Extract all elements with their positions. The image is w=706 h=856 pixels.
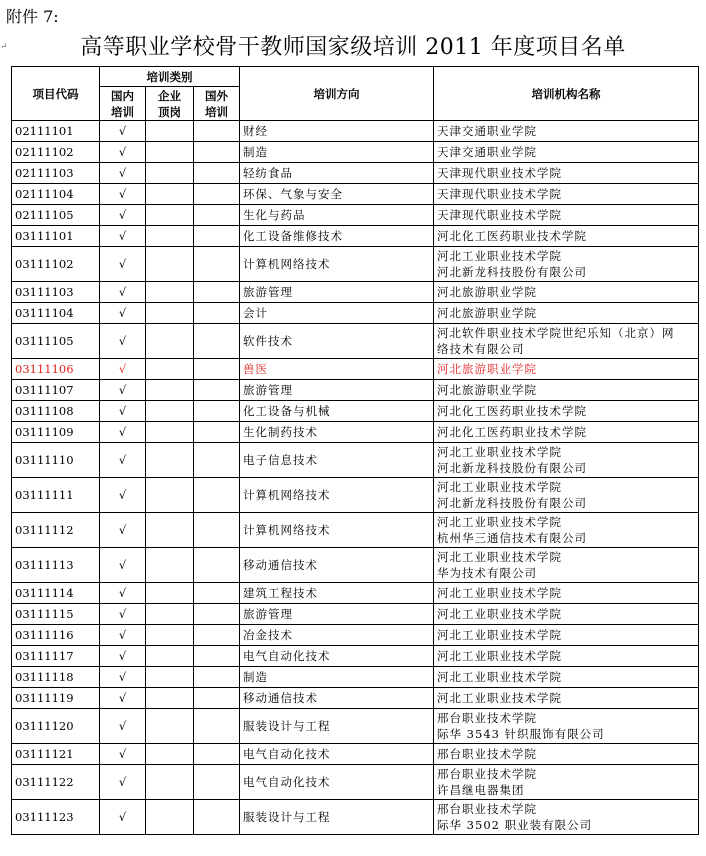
direction-cell: 旅游管理 bbox=[240, 604, 434, 625]
abroad-cell bbox=[194, 380, 240, 401]
institution-cell bbox=[434, 142, 699, 163]
direction-cell: 制造 bbox=[240, 667, 434, 688]
abroad-cell bbox=[194, 303, 240, 324]
project-code-cell: 03111122 bbox=[12, 765, 100, 800]
institution-line: 河北化工医药职业技术学院 bbox=[437, 404, 588, 418]
project-code-cell: 02111104 bbox=[12, 184, 100, 205]
project-code-cell: 03111107 bbox=[12, 380, 100, 401]
institution-line: 河北新龙科技股份有限公司 bbox=[437, 461, 588, 475]
project-code-cell: 03111104 bbox=[12, 303, 100, 324]
institution-line: 河北工业职业技术学院 bbox=[437, 480, 563, 494]
institution-cell bbox=[434, 443, 699, 478]
enterprise-cell bbox=[146, 800, 194, 835]
enterprise-cell bbox=[146, 303, 194, 324]
institution-line: 许昌继电器集团 bbox=[437, 783, 525, 797]
enterprise-cell bbox=[146, 324, 194, 359]
institution-cell bbox=[434, 548, 699, 583]
domestic-check-cell: √ bbox=[100, 303, 146, 324]
abroad-cell bbox=[194, 800, 240, 835]
domestic-check-cell: √ bbox=[100, 359, 146, 380]
table-row bbox=[12, 604, 699, 625]
institution-line: 河北旅游职业学院 bbox=[437, 306, 538, 320]
table-row bbox=[12, 184, 699, 205]
institution-line: 邢台职业技术学院 bbox=[437, 747, 538, 761]
enterprise-cell bbox=[146, 765, 194, 800]
direction-cell: 电气自动化技术 bbox=[240, 765, 434, 800]
project-code-cell: 02111102 bbox=[12, 142, 100, 163]
enterprise-cell bbox=[146, 380, 194, 401]
table-row bbox=[12, 688, 699, 709]
direction-cell: 兽医 bbox=[240, 359, 434, 380]
institution-line: 天津交通职业学院 bbox=[437, 145, 538, 159]
direction-cell: 电子信息技术 bbox=[240, 443, 434, 478]
institution-cell bbox=[434, 604, 699, 625]
project-code-cell: 03111105 bbox=[12, 324, 100, 359]
header-category: 培训类别 bbox=[100, 67, 240, 87]
abroad-cell bbox=[194, 744, 240, 765]
abroad-cell bbox=[194, 142, 240, 163]
domestic-check-cell: √ bbox=[100, 583, 146, 604]
project-code-cell: 03111121 bbox=[12, 744, 100, 765]
table-row bbox=[12, 226, 699, 247]
domestic-check-cell: √ bbox=[100, 667, 146, 688]
institution-cell bbox=[434, 478, 699, 513]
project-code-cell: 03111119 bbox=[12, 688, 100, 709]
institution-line: 际华 3502 职业装有限公司 bbox=[437, 818, 593, 832]
institution-line: 河北化工医药职业技术学院 bbox=[437, 425, 588, 439]
enterprise-cell bbox=[146, 744, 194, 765]
project-code-cell: 03111118 bbox=[12, 667, 100, 688]
abroad-cell bbox=[194, 548, 240, 583]
institution-cell bbox=[434, 800, 699, 835]
enterprise-cell bbox=[146, 583, 194, 604]
domestic-check-cell: √ bbox=[100, 205, 146, 226]
table-row bbox=[12, 121, 699, 142]
enterprise-cell bbox=[146, 142, 194, 163]
institution-line: 络技术有限公司 bbox=[437, 342, 525, 356]
project-code-cell: 03111120 bbox=[12, 709, 100, 744]
direction-cell: 财经 bbox=[240, 121, 434, 142]
direction-cell: 建筑工程技术 bbox=[240, 583, 434, 604]
domestic-check-cell: √ bbox=[100, 765, 146, 800]
enterprise-cell bbox=[146, 163, 194, 184]
enterprise-cell bbox=[146, 247, 194, 282]
domestic-check-cell: √ bbox=[100, 443, 146, 478]
project-code-cell: 03111117 bbox=[12, 646, 100, 667]
abroad-cell bbox=[194, 184, 240, 205]
project-code-cell: 02111101 bbox=[12, 121, 100, 142]
institution-cell bbox=[434, 583, 699, 604]
institution-line: 天津现代职业技术学院 bbox=[437, 187, 563, 201]
institution-cell bbox=[434, 324, 699, 359]
direction-cell: 冶金技术 bbox=[240, 625, 434, 646]
project-code-cell: 03111110 bbox=[12, 443, 100, 478]
table-row bbox=[12, 548, 699, 583]
enterprise-cell bbox=[146, 422, 194, 443]
abroad-cell bbox=[194, 583, 240, 604]
project-code-cell: 03111101 bbox=[12, 226, 100, 247]
institution-line: 华为技术有限公司 bbox=[437, 566, 538, 580]
table-row bbox=[12, 800, 699, 835]
institution-line: 河北工业职业技术学院 bbox=[437, 607, 563, 621]
abroad-cell bbox=[194, 625, 240, 646]
enterprise-cell bbox=[146, 226, 194, 247]
enterprise-cell bbox=[146, 646, 194, 667]
enterprise-cell bbox=[146, 443, 194, 478]
institution-cell bbox=[434, 667, 699, 688]
institution-line: 天津现代职业技术学院 bbox=[437, 166, 563, 180]
abroad-cell bbox=[194, 765, 240, 800]
domestic-check-cell: √ bbox=[100, 121, 146, 142]
institution-cell bbox=[434, 303, 699, 324]
abroad-cell bbox=[194, 359, 240, 380]
abroad-cell bbox=[194, 247, 240, 282]
abroad-cell bbox=[194, 646, 240, 667]
direction-cell: 旅游管理 bbox=[240, 380, 434, 401]
institution-cell bbox=[434, 765, 699, 800]
institution-cell bbox=[434, 226, 699, 247]
institution-line: 河北化工医药职业技术学院 bbox=[437, 229, 588, 243]
domestic-check-cell: √ bbox=[100, 604, 146, 625]
institution-cell bbox=[434, 744, 699, 765]
domestic-check-cell: √ bbox=[100, 625, 146, 646]
institution-line: 河北新龙科技股份有限公司 bbox=[437, 496, 588, 510]
domestic-check-cell: √ bbox=[100, 478, 146, 513]
institution-line: 河北工业职业技术学院 bbox=[437, 550, 563, 564]
institution-line: 邢台职业技术学院 bbox=[437, 711, 538, 725]
institution-cell bbox=[434, 184, 699, 205]
institution-cell bbox=[434, 380, 699, 401]
project-code-cell: 03111113 bbox=[12, 548, 100, 583]
table-row bbox=[12, 625, 699, 646]
institution-line: 河北工业职业技术学院 bbox=[437, 628, 563, 642]
enterprise-cell bbox=[146, 625, 194, 646]
abroad-cell bbox=[194, 205, 240, 226]
header-direction: 培训方向 bbox=[240, 67, 434, 121]
domestic-check-cell: √ bbox=[100, 513, 146, 548]
abroad-cell bbox=[194, 604, 240, 625]
project-code-cell: 03111115 bbox=[12, 604, 100, 625]
table-row bbox=[12, 443, 699, 478]
direction-cell: 移动通信技术 bbox=[240, 548, 434, 583]
domestic-check-cell: √ bbox=[100, 744, 146, 765]
domestic-check-cell: √ bbox=[100, 548, 146, 583]
institution-cell bbox=[434, 205, 699, 226]
direction-cell: 服装设计与工程 bbox=[240, 709, 434, 744]
abroad-cell bbox=[194, 478, 240, 513]
table-row bbox=[12, 205, 699, 226]
header-abroad-text: 国外培训 bbox=[205, 88, 229, 119]
enterprise-cell bbox=[146, 359, 194, 380]
project-code-cell: 02111103 bbox=[12, 163, 100, 184]
table-row bbox=[12, 163, 699, 184]
institution-line: 杭州华三通信技术有限公司 bbox=[437, 531, 588, 545]
enterprise-cell bbox=[146, 604, 194, 625]
institution-line: 河北工业职业技术学院 bbox=[437, 649, 563, 663]
table-row bbox=[12, 646, 699, 667]
abroad-cell bbox=[194, 667, 240, 688]
domestic-check-cell: √ bbox=[100, 380, 146, 401]
institution-cell bbox=[434, 401, 699, 422]
institution-line: 天津交通职业学院 bbox=[437, 124, 538, 138]
project-table-body bbox=[12, 67, 699, 835]
abroad-cell bbox=[194, 422, 240, 443]
project-code-cell: 03111123 bbox=[12, 800, 100, 835]
enterprise-cell bbox=[146, 282, 194, 303]
institution-line: 河北工业职业技术学院 bbox=[437, 670, 563, 684]
project-code-cell: 03111103 bbox=[12, 282, 100, 303]
table-row bbox=[12, 478, 699, 513]
abroad-cell bbox=[194, 443, 240, 478]
abroad-cell bbox=[194, 688, 240, 709]
direction-cell: 轻纺食品 bbox=[240, 163, 434, 184]
domestic-check-cell: √ bbox=[100, 324, 146, 359]
header-domestic bbox=[100, 87, 146, 121]
table-row bbox=[12, 142, 699, 163]
project-code-cell: 02111105 bbox=[12, 205, 100, 226]
institution-line: 河北旅游职业学院 bbox=[437, 362, 538, 376]
enterprise-cell bbox=[146, 121, 194, 142]
domestic-check-cell: √ bbox=[100, 401, 146, 422]
institution-cell bbox=[434, 646, 699, 667]
project-code-cell: 03111102 bbox=[12, 247, 100, 282]
table-row bbox=[12, 380, 699, 401]
table-row bbox=[12, 744, 699, 765]
institution-line: 河北工业职业技术学院 bbox=[437, 515, 563, 529]
institution-line: 天津现代职业技术学院 bbox=[437, 208, 563, 222]
table-row bbox=[12, 401, 699, 422]
direction-cell: 计算机网络技术 bbox=[240, 513, 434, 548]
abroad-cell bbox=[194, 282, 240, 303]
domestic-check-cell: √ bbox=[100, 646, 146, 667]
header-abroad bbox=[194, 87, 240, 121]
abroad-cell bbox=[194, 401, 240, 422]
direction-cell: 会计 bbox=[240, 303, 434, 324]
institution-line: 河北工业职业技术学院 bbox=[437, 691, 563, 705]
institution-line: 河北工业职业技术学院 bbox=[437, 445, 563, 459]
abroad-cell bbox=[194, 121, 240, 142]
institution-cell bbox=[434, 513, 699, 548]
table-row bbox=[12, 513, 699, 548]
table-row bbox=[12, 359, 699, 380]
direction-cell: 计算机网络技术 bbox=[240, 247, 434, 282]
project-code-cell: 03111108 bbox=[12, 401, 100, 422]
table-row bbox=[12, 303, 699, 324]
domestic-check-cell: √ bbox=[100, 163, 146, 184]
domestic-check-cell: √ bbox=[100, 709, 146, 744]
project-code-cell: 03111116 bbox=[12, 625, 100, 646]
table-row bbox=[12, 583, 699, 604]
domestic-check-cell: √ bbox=[100, 226, 146, 247]
domestic-check-cell: √ bbox=[100, 184, 146, 205]
institution-cell bbox=[434, 163, 699, 184]
header-row bbox=[12, 67, 699, 87]
enterprise-cell bbox=[146, 205, 194, 226]
header-enterprise bbox=[146, 87, 194, 121]
project-code-cell: 03111114 bbox=[12, 583, 100, 604]
enterprise-cell bbox=[146, 548, 194, 583]
institution-cell bbox=[434, 709, 699, 744]
table-row bbox=[12, 709, 699, 744]
enterprise-cell bbox=[146, 513, 194, 548]
direction-cell: 软件技术 bbox=[240, 324, 434, 359]
domestic-check-cell: √ bbox=[100, 142, 146, 163]
institution-line: 河北新龙科技股份有限公司 bbox=[437, 265, 588, 279]
direction-cell: 电气自动化技术 bbox=[240, 646, 434, 667]
enterprise-cell bbox=[146, 688, 194, 709]
table-row bbox=[12, 667, 699, 688]
header-domestic-text: 国内培训 bbox=[111, 88, 134, 119]
header-institution: 培训机构名称 bbox=[434, 67, 699, 121]
direction-cell: 生化制药技术 bbox=[240, 422, 434, 443]
abroad-cell bbox=[194, 163, 240, 184]
table-row bbox=[12, 765, 699, 800]
institution-line: 际华 3543 针织服饰有限公司 bbox=[437, 727, 605, 741]
abroad-cell bbox=[194, 709, 240, 744]
abroad-cell bbox=[194, 226, 240, 247]
institution-line: 河北旅游职业学院 bbox=[437, 383, 538, 397]
institution-cell bbox=[434, 422, 699, 443]
abroad-cell bbox=[194, 324, 240, 359]
header-enterprise-text: 企业顶岗 bbox=[158, 88, 181, 119]
domestic-check-cell: √ bbox=[100, 422, 146, 443]
attachment-label: 附件 7: bbox=[6, 7, 59, 26]
table-row bbox=[12, 247, 699, 282]
enterprise-cell bbox=[146, 667, 194, 688]
institution-cell bbox=[434, 688, 699, 709]
direction-cell: 制造 bbox=[240, 142, 434, 163]
institution-cell bbox=[434, 282, 699, 303]
direction-cell: 旅游管理 bbox=[240, 282, 434, 303]
direction-cell: 环保、气象与安全 bbox=[240, 184, 434, 205]
project-code-cell: 03111106 bbox=[12, 359, 100, 380]
direction-cell: 电气自动化技术 bbox=[240, 744, 434, 765]
domestic-check-cell: √ bbox=[100, 800, 146, 835]
enterprise-cell bbox=[146, 401, 194, 422]
institution-line: 河北工业职业技术学院 bbox=[437, 249, 563, 263]
table-row bbox=[12, 324, 699, 359]
institution-line: 河北工业职业技术学院 bbox=[437, 586, 563, 600]
page-title: 高等职业学校骨干教师国家级培训 2011 年度项目名单 bbox=[80, 35, 626, 60]
domestic-check-cell: √ bbox=[100, 247, 146, 282]
domestic-check-cell: √ bbox=[100, 688, 146, 709]
header-code: 项目代码 bbox=[12, 67, 100, 121]
enterprise-cell bbox=[146, 184, 194, 205]
project-code-cell: 03111112 bbox=[12, 513, 100, 548]
project-code-cell: 03111111 bbox=[12, 478, 100, 513]
project-code-cell: 03111109 bbox=[12, 422, 100, 443]
table-row bbox=[12, 282, 699, 303]
direction-cell: 服装设计与工程 bbox=[240, 800, 434, 835]
direction-cell: 生化与药品 bbox=[240, 205, 434, 226]
institution-line: 邢台职业技术学院 bbox=[437, 802, 538, 816]
direction-cell: 移动通信技术 bbox=[240, 688, 434, 709]
institution-cell bbox=[434, 121, 699, 142]
institution-line: 河北旅游职业学院 bbox=[437, 285, 538, 299]
enterprise-cell bbox=[146, 478, 194, 513]
paragraph-marker: ↵ bbox=[0, 42, 8, 52]
direction-cell: 化工设备维修技术 bbox=[240, 226, 434, 247]
institution-cell bbox=[434, 247, 699, 282]
domestic-check-cell: √ bbox=[100, 282, 146, 303]
enterprise-cell bbox=[146, 709, 194, 744]
project-table bbox=[11, 66, 699, 835]
institution-line: 邢台职业技术学院 bbox=[437, 767, 538, 781]
table-row bbox=[12, 422, 699, 443]
institution-cell bbox=[434, 359, 699, 380]
institution-cell bbox=[434, 625, 699, 646]
abroad-cell bbox=[194, 513, 240, 548]
institution-line: 河北软件职业技术学院世纪乐知（北京）网 bbox=[437, 326, 675, 340]
direction-cell: 化工设备与机械 bbox=[240, 401, 434, 422]
direction-cell: 计算机网络技术 bbox=[240, 478, 434, 513]
